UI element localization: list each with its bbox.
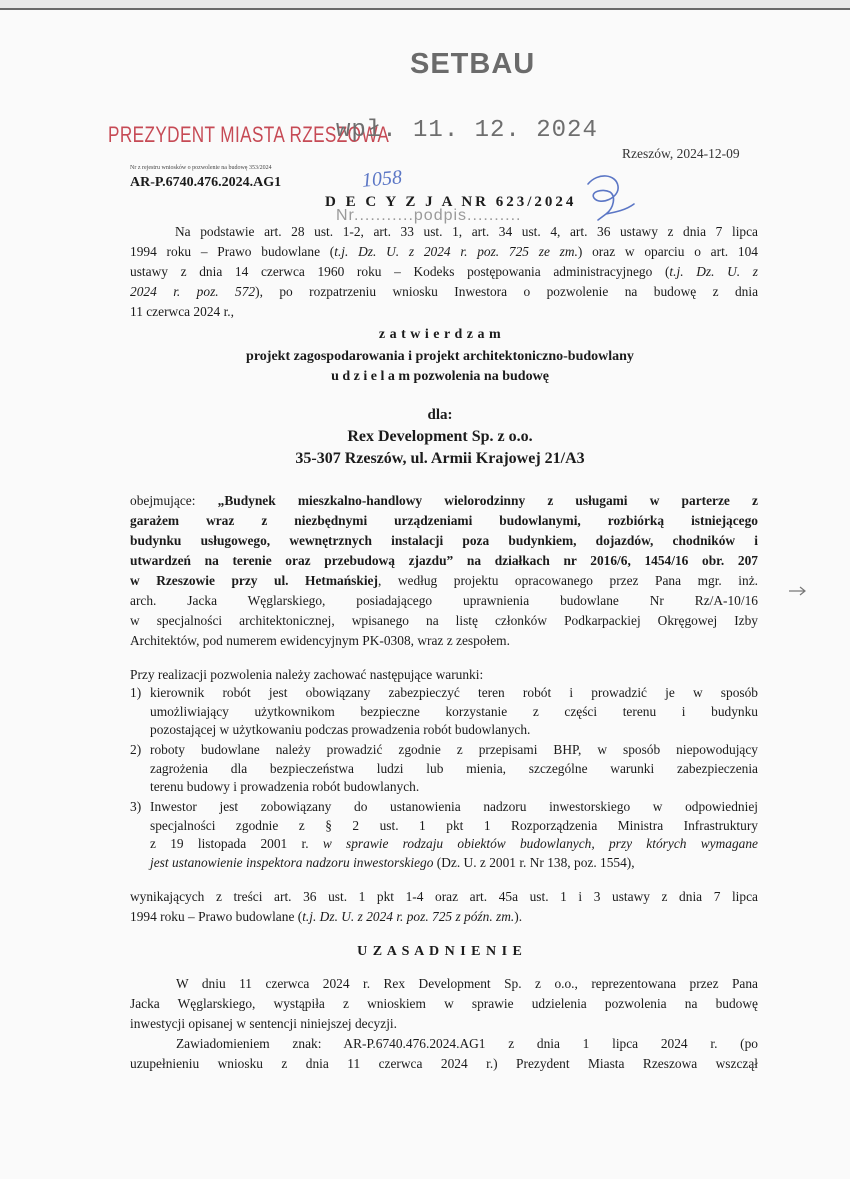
scope-line-1: obejmujące: „Budynek mieszkalno-handlowy wielorodzinny z usługami w parterze z: [130, 493, 758, 508]
intro-line-5: 11 czerwca 2024 r.,: [130, 304, 234, 319]
justification-heading: U Z A S A D N I E N I E: [357, 944, 523, 959]
scope-line-5: w Rzeszowie przy ul. Hetmańskiej, według projektu opracowanego przez Pana mgr. inż.: [130, 573, 758, 588]
intro-line-3: ustawy z dnia 14 czerwca 1960 roku – Kodeks postępowania administracyjnego (t.j. Dz. U. z: [130, 264, 758, 279]
case-number: AR-P.6740.476.2024.AG1: [130, 175, 282, 190]
legal-basis-line-1: wynikających z treści art. 36 ust. 1 pkt 1-4 oraz art. 45a ust. 1 i 3 ustawy z dnia 7 lipca: [130, 889, 758, 904]
handwritten-number: 1058: [361, 166, 403, 192]
approve-heading: z a t w i e r d z a m: [378, 327, 502, 342]
scope-line-3: budynku usługowego, wewnętrznych instalacji poza budynkiem, dojazdów, chodników i: [130, 533, 758, 548]
scope-line-8: Architektów, pod numerem ewidencyjnym PK-0308, wraz z zespołem.: [130, 633, 510, 648]
justification-p2-line-1: Zawiadomieniem znak: AR-P.6740.476.2024.AG1 z dnia 1 lipca 2024 r. (po: [176, 1036, 758, 1051]
intro-line-4: 2024 r. poz. 572), po rozpatrzeniu wniosku Inwestora o pozwolenie na budowę z dnia: [130, 284, 759, 299]
scope-line-2: garażem wraz z niezbędnymi urządzeniami budowlanymi, rozbiórką istniejącego: [130, 513, 758, 528]
scope-line-6: arch. Jacka Węglarskiego, posiadającego uprawnienia budowlane Nr Rz/A-10/16: [130, 593, 758, 608]
justification-p2-line-2: uzupełnieniu wniosku z dnia 11 czerwca 2024 r.) Prezydent Miasta Rzeszowa wszczął: [130, 1056, 758, 1071]
conditions-intro: Przy realizacji pozwolenia należy zachować następujące warunki:: [130, 667, 484, 682]
scope-line-4: utwardzeń na terenie oraz przebudową zjazdu” na działkach nr 2016/6, 1454/16 obr. 207: [130, 553, 758, 568]
grant-heading: u d z i e l a m pozwolenia na budowę: [331, 369, 549, 384]
authority-stamp: PREZYDENT MIASTA RZESZOWA: [108, 122, 390, 147]
projects-heading: projekt zagospodarowania i projekt architektoniczno-budowlany: [246, 349, 634, 364]
intro-line-1: Na podstawie art. 28 ust. 1-2, art. 33 ust. 1, art. 34 ust. 4, art. 36 ustawy z dnia 7 lipca: [175, 224, 758, 239]
justification-p1-line-2: Jacka Węglarskiego, wystąpiła z wnioskiem w sprawie udzielenia pozwolenia na budowę: [130, 996, 758, 1011]
intro-line-2: 1994 roku – Prawo budowlane (t.j. Dz. U. z 2024 r. poz. 725 ze zm.) oraz w oparciu o art. 104: [130, 244, 758, 259]
justification-p1-line-1: W dniu 11 czerwca 2024 r. Rex Development Sp. z o.o., reprezentowana przez Pana: [176, 976, 758, 991]
investor-name: Rex Development Sp. z o.o.: [347, 428, 533, 445]
register-note: Nr z rejestru wniosków o pozwolenie na budowę 353/2024: [130, 165, 272, 171]
for-label: dla:: [427, 407, 453, 423]
company-stamp: SETBAU: [410, 48, 536, 80]
signature-stamp: Nr...........podpis..........: [336, 207, 522, 224]
decision-title: D E C Y Z J A NR 623/2024: [325, 194, 577, 210]
scope-line-7: w specjalności architektonicznej, wpisanego na listę członków Podkarpackiej Okręgowej Izby: [130, 613, 758, 628]
legal-basis-line-2: 1994 roku – Prawo budowlane (t.j. Dz. U. z 2024 r. poz. 725 z późn. zm.).: [130, 909, 523, 924]
justification-p1-line-3: inwestycji opisanej w sentencji niniejszej decyzji.: [130, 1016, 397, 1031]
handwritten-signature: [580, 170, 640, 226]
investor-address: 35-307 Rzeszów, ul. Armii Krajowej 21/A3: [295, 450, 585, 467]
received-date-stamp: wpł. 11. 12. 2024: [336, 117, 598, 144]
document-page: SETBAU PREZYDENT MIASTA RZESZOWA wpł. 11. 12. 2024 Rzeszów, 2024-12-09 Nr z rejestru wniosków o pozwolenie na budowę 353/2024 AR-P.6740.476.2024.AG1 1058 D E C Y Z J A NR 623/2024 Nr...........podpis.......... Na podstawie art. 28 ust. 1-2, art. 33 ust. 1, art. 34 ust. 4, art. 36 ustawy z dnia 7 lipca 1994 roku – Prawo budowlane (t.j. Dz. U. z 2024 r. poz. 725 ze zm.) oraz w oparciu o art. 104 ustawy z dnia 14 czerwca 1960 roku – Kodeks postępowania administracyjnego (t.j. Dz. U. z 2024 r. poz. 572), po rozpatrzeniu wniosku Inwestora o pozwolenie na budowę z dnia 11 czerwca 2024 r., z a t w i e r d z a m projekt zagospodarowania i projekt architektoniczno-budowlany u d z i e l a m pozwolenia na budowę dla: Rex Development Sp. z o.o. 35-307 Rzeszów, ul. Armii Krajowej 21/A3 obejmujące: „Budynek mieszkalno-handlowy wielorodzinny z usługami w parterze z garażem wraz z niezbędnymi urządzeniami budowlanymi, rozbiórką istniejącego budynku usługowego, wewnętrznych instalacji poza budynkiem, dojazdów, chodników i utwardzeń na terenie oraz przebudową zjazdu” na działkach nr 2016/6, 1454/16 obr. 207 w Rzeszowie przy ul. Hetmańskiej, według projektu opracowanego przez Pana mgr. inż. arch. Jacka Węglarskiego, posiadającego uprawnienia budowlane Nr Rz/A-10/16 w specjalności architektonicznej, wpisanego na listę członków Podkarpackiej Okręgowej Izby Architektów, pod numerem ewidencyjnym PK-0308, wraz z zespołem. Przy realizacji pozwolenia należy zachować następujące warunki: 1) kierownik robót jest obowiązany zabezpieczyć teren robót i prowadzić je w sposób umożliwiający użytkownikom bezpieczne korzystanie z części terenu i budynku pozostającej w użytkowaniu podczas prowadzenia robót budowlanych. 2) roboty budowlane należy prowadzić zgodnie z przepisami BHP, w sposób niepowodujący zagrożenia dla bezpieczeństwa ludzi lub mienia, szczególne warunki zabezpieczenia terenu budowy i prowadzenia robót budowlanych. 3) Inwestor jest zobowiązany do ustanowienia nadzoru inwestorskiego w odpowiedniej specjalności zgodnie z § 2 ust. 1 pkt 1 Rozporządzenia Ministra Infrastruktury z 19 listopada 2001 r. w sprawie rodzaju obiektów budowlanych, przy których wymagane jest ustanowienie inspektora nadzoru inwestorskiego (Dz. U. z 2001 r. Nr 138, poz. 1554), wynikających z treści art. 36 ust. 1 pkt 1-4 oraz art. 45a ust. 1 i 3 ustawy z dnia 7 lipca 1994 roku – Prawo budowlane (t.j. Dz. U. z 2024 r. poz. 725 z późn. zm.). U Z A S A D N I E N I E W dniu 11 czerwca 2024 r. Rex Development Sp. z o.o., reprezentowana przez Pana Jacka Węglarskiego, wystąpiła z wnioskiem w sprawie udzielenia pozwolenia na budowę inwestycji opisanej w sentencji niniejszej decyzji. Zawiadomieniem znak: AR-P.6740.476.2024.AG1 z dnia 1 lipca 2024 r. (po uzupełnieniu wniosku z dnia 11 czerwca 2024 r.) Prezydent Miasta Rzeszowa wszczął: [0, 8, 850, 1179]
margin-arrow-icon: [788, 586, 808, 596]
place-date: Rzeszów, 2024-12-09: [622, 146, 740, 161]
